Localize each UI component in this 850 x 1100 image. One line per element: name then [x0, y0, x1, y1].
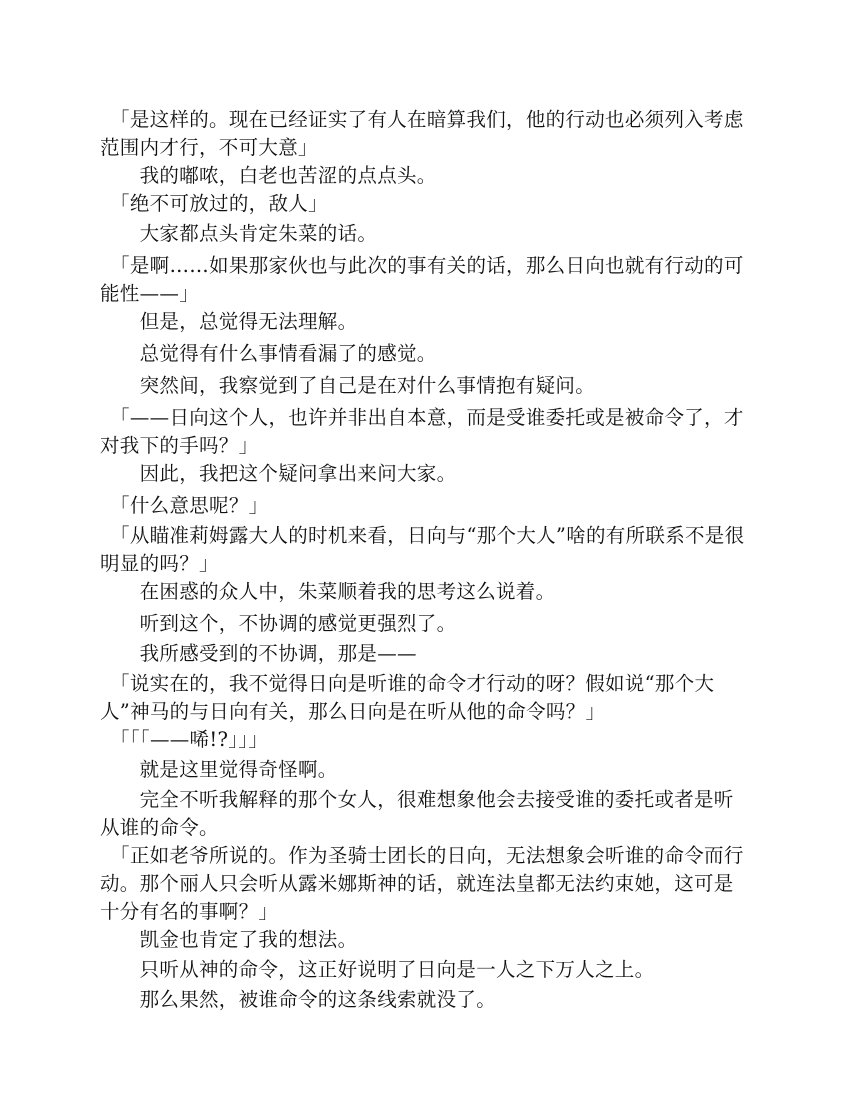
paragraph: 「绝不可放过的，敌人」 [100, 191, 328, 215]
paragraph: 「什么意思呢？」 [100, 493, 269, 517]
paragraph: 「说实在的，我不觉得日向是听谁的命令才行动的呀？假如说“那个大人”神马的与日向有关，那么日向是在听从他的命令吗？」 [100, 671, 715, 723]
paragraph: 我的嘟哝，白老也苦涩的点点头。 [100, 163, 437, 187]
paragraph: 我所感受到的不协调，那是—— [100, 641, 417, 665]
paragraph: 总觉得有什么事情看漏了的感觉。 [100, 341, 437, 365]
paragraph: 「——日向这个人，也许并非出自本意，而是受谁委托或是被命令了，才对我下的手吗？」 [100, 405, 744, 457]
paragraph: 在困惑的众人中，朱菜顺着我的思考这么说着。 [100, 579, 556, 603]
paragraph: 那么果然，被谁命令的这条线索就没了。 [100, 987, 497, 1011]
paragraph: 突然间，我察觉到了自己是在对什么事情抱有疑问。 [100, 373, 596, 397]
paragraph: 就是这里觉得奇怪啊。 [100, 757, 338, 781]
paragraph: 「正如老爷所说的。作为圣骑士团长的日向，无法想象会听谁的命令而行动。那个丽人只会听从露米娜斯神的话，就连法皇都无法约束她，这可是十分有名的事啊？」 [100, 843, 744, 923]
paragraph: 凯金也肯定了我的想法。 [100, 927, 358, 951]
paragraph: 听到这个，不协调的感觉更强烈了。 [100, 611, 457, 635]
paragraph: 「是这样的。现在已经证实了有人在暗算我们，他的行动也必须列入考虑范围内才行，不可大意」 [100, 107, 744, 159]
paragraph: 「「「——唏!?」」」 [100, 727, 269, 751]
paragraph: 只听从神的命令，这正好说明了日向是一人之下万人之上。 [100, 957, 655, 981]
paragraph: 完全不听我解释的那个女人，很难想象他会去接受谁的委托或者是听从谁的命令。 [100, 787, 734, 839]
paragraph: 但是，总觉得无法理解。 [100, 309, 358, 333]
paragraph: 因此，我把这个疑问拿出来问大家。 [100, 461, 457, 485]
paragraph: 大家都点头肯定朱菜的话。 [100, 221, 378, 245]
paragraph: 「是啊……如果那家伙也与此次的事有关的话，那么日向也就有行动的可能性——」 [100, 253, 744, 305]
paragraph: 「从瞄准莉姆露大人的时机来看，日向与“那个大人”啥的有所联系不是很明显的吗？」 [100, 523, 745, 575]
